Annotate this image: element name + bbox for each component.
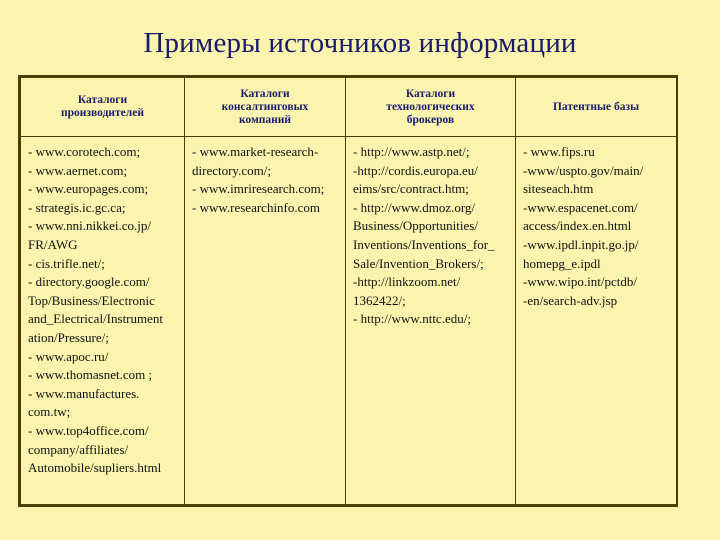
list-item: - www.top4office.com/ — [28, 422, 149, 438]
column-header-manufacturer-catalogs — [21, 78, 185, 137]
list-item: Automobile/supliers.html — [28, 460, 162, 476]
list-item: - www.europages.com; — [28, 181, 149, 197]
sources-table — [20, 77, 677, 505]
list-item: - www.imriresearch.com; — [192, 181, 325, 197]
list-item: 1362422/; — [353, 292, 406, 308]
list-item: Sale/Invention_Brokers/; — [353, 255, 484, 271]
link-list-patent-databases — [523, 143, 670, 310]
list-item: - www.fips.ru — [523, 144, 595, 159]
list-item: siteseach.htm — [523, 181, 594, 197]
header-line: технологических — [386, 100, 475, 113]
header-line: Каталоги — [77, 94, 128, 106]
cell-patent-databases — [516, 137, 677, 505]
header-line: компаний — [238, 113, 292, 126]
list-item: -www/uspto.gov/main/ — [523, 162, 644, 178]
page-title: Примеры источников информации — [143, 27, 577, 59]
list-item: Top/Business/Electronic — [28, 292, 155, 308]
list-item: -en/search-adv.jsp — [523, 292, 618, 308]
list-item: - strategis.ic.gc.ca; — [28, 199, 126, 215]
column-header-consulting-catalogs — [185, 78, 346, 137]
list-item: Inventions/Inventions_for_ — [353, 236, 495, 252]
list-item: - www.researchinfo.com — [192, 199, 321, 215]
list-item: FR/AWG — [28, 236, 78, 252]
list-item: com.tw; — [28, 404, 71, 420]
column-header-tech-broker-catalogs — [346, 78, 516, 137]
list-item: - cis.trifle.net/; — [28, 255, 105, 271]
header-line: брокеров — [406, 113, 455, 126]
list-item: access/index.en.html — [523, 218, 632, 234]
list-item: - www.aernet.com; — [28, 162, 128, 178]
list-item: directory.com/; — [192, 162, 271, 178]
list-item: company/affiliates/ — [28, 441, 129, 457]
header-line: Патентные базы — [552, 100, 640, 113]
cell-manufacturer-catalogs — [21, 137, 185, 505]
list-item: and_Electrical/Instrument — [28, 311, 164, 327]
header-line: Каталоги — [240, 87, 290, 100]
list-item: -www.ipdl.inpit.go.jp/ — [523, 236, 639, 252]
list-item: - directory.google.com/ — [28, 274, 150, 290]
list-item: -http://cordis.europa.eu/ — [353, 162, 478, 178]
header-line: Каталоги — [405, 87, 456, 100]
list-item: Business/Opportunities/ — [353, 218, 478, 234]
list-item: eims/src/contract.htm; — [353, 181, 469, 197]
list-item: - http://www.nttc.edu/; — [353, 311, 471, 327]
column-header-patent-databases — [516, 78, 677, 137]
header-line: производителей — [61, 107, 144, 119]
list-item: homepg_e.ipdl — [523, 255, 601, 271]
link-list-manufacturer-catalogs — [28, 143, 178, 478]
link-list-consulting-catalogs — [192, 143, 339, 217]
list-item: - http://www.dmoz.org/ — [353, 199, 476, 215]
header-line: консалтинговых — [221, 100, 309, 113]
list-item: - http://www.astp.net/; — [353, 144, 470, 159]
list-item: -www.wipo.int/pctdb/ — [523, 274, 637, 290]
sources-table-container — [18, 75, 678, 507]
table-header-row — [21, 78, 677, 137]
list-item: ation/Pressure/; — [28, 329, 109, 345]
link-list-tech-broker-catalogs — [353, 143, 509, 329]
list-item: -http://linkzoom.net/ — [353, 274, 461, 290]
list-item: - www.corotech.com; — [28, 144, 141, 159]
list-item: - www.market-research- — [192, 144, 319, 159]
table-row — [21, 137, 677, 505]
table-body — [21, 137, 677, 505]
list-item: - www.apoc.ru/ — [28, 348, 109, 364]
cell-tech-broker-catalogs — [346, 137, 516, 505]
list-item: - www.manufactures. — [28, 385, 140, 401]
table-header-row-group — [21, 78, 677, 137]
list-item: - www.nni.nikkei.co.jp/ — [28, 218, 151, 234]
cell-consulting-catalogs — [185, 137, 346, 505]
list-item: - www.thomasnet.com ; — [28, 367, 153, 383]
list-item: -www.espacenet.com/ — [523, 199, 638, 215]
